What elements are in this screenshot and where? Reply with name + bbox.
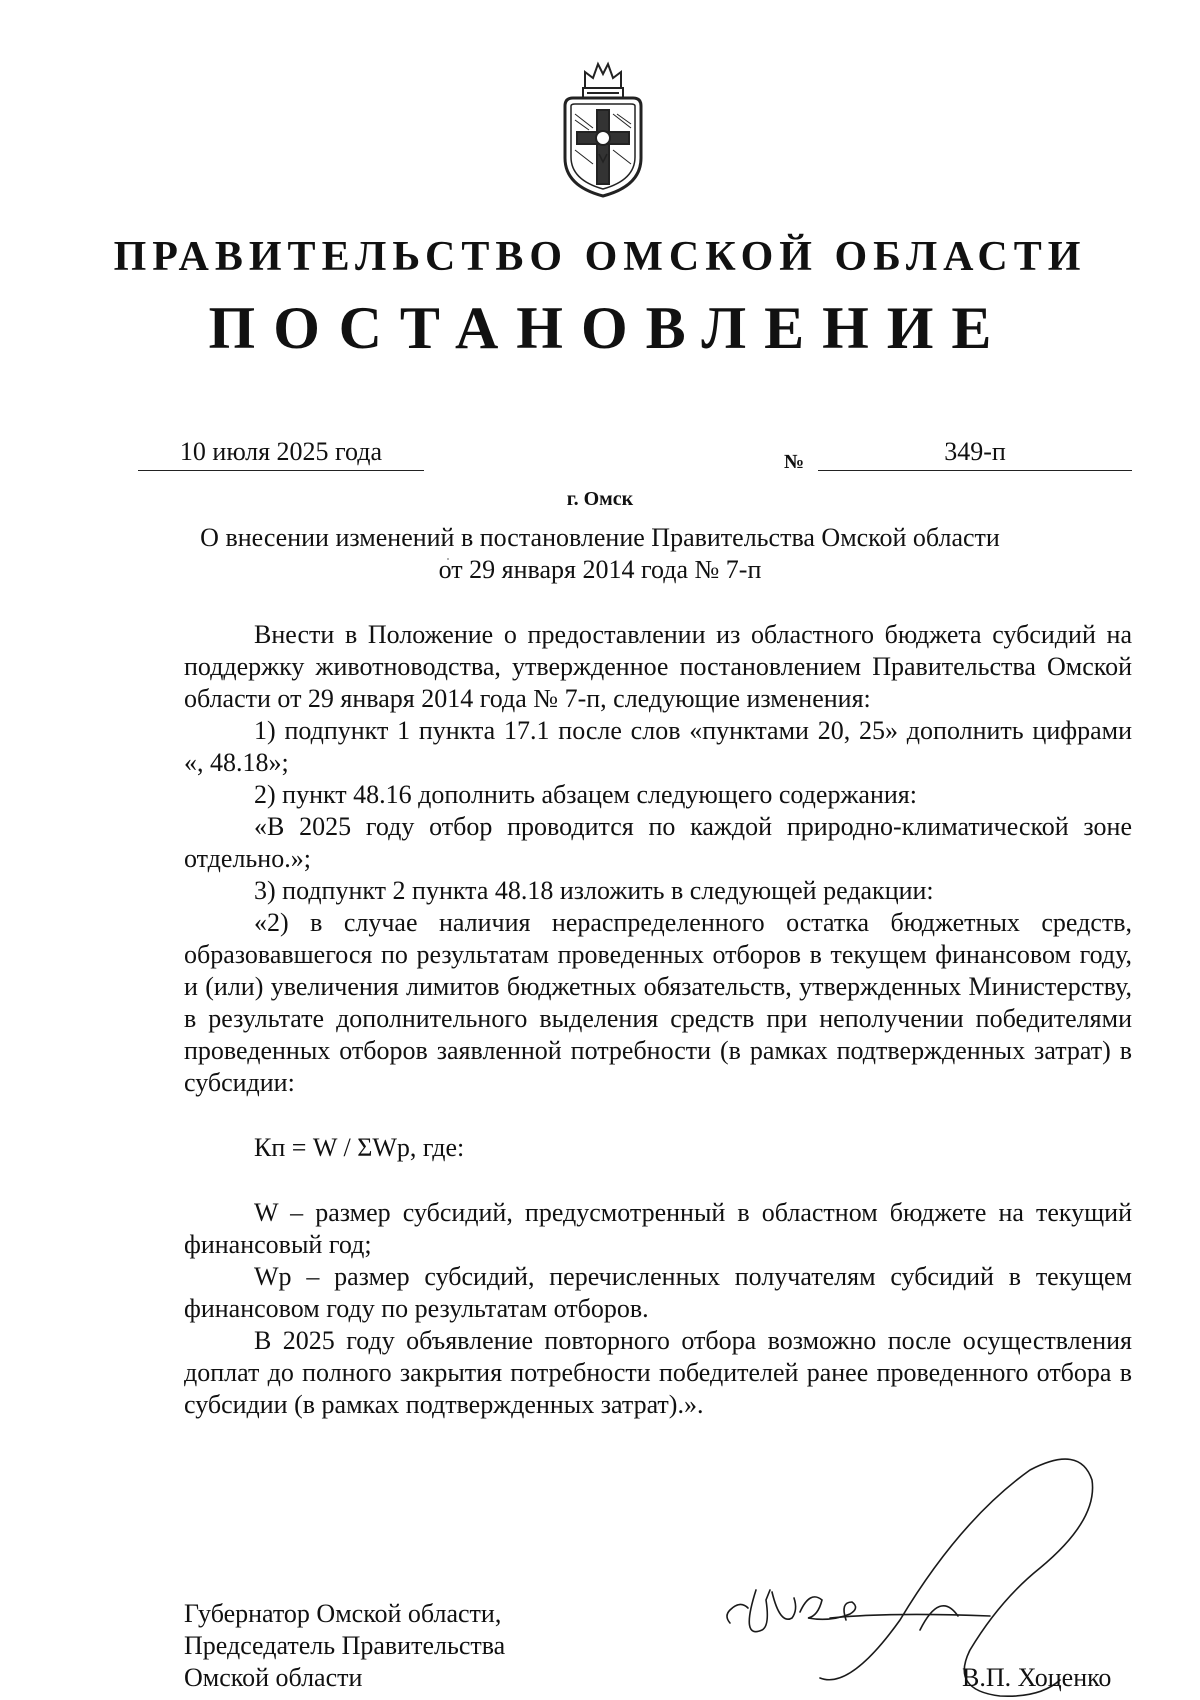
signer-title-line: Омской области [184,1663,363,1692]
document-city: г. Омск [566,488,634,510]
body-paragraph: 2) пункт 48.16 дополнить абзацем следующего содержания: [254,780,917,809]
body-paragraph: «2) в случае наличия нераспределенного остатка бюджетных средств, образовавшегося по результатам проведенных отборов в текущем финансовом году, и (или) увеличения лимитов бюджетных обязательств, утвержденных Министерству, в результате дополнительного выделения средств при неполучении победителями проведенных отборов заявленной потребности (в рамках подтвержденных затрат) в субсидии: [184,908,1132,1097]
subject-line-2: от 29 января 2014 года № 7-п [438,555,762,584]
signer-title-line: Губернатор Омской области, [184,1599,502,1628]
government-title: ПРАВИТЕЛЬСТВО ОМСКОЙ ОБЛАСТИ [113,234,1087,280]
number-label: № [784,451,805,473]
signer-title-line: Председатель Правительства [184,1631,506,1660]
body-paragraph: W – размер субсидий, предусмотренный в областном бюджете на текущий финансовый год; [184,1198,1132,1259]
body-paragraph: Внести в Положение о предоставлении из областного бюджета субсидий на поддержку животноводства, утвержденное постановлением Правительства Омской области от 29 января 2014 года № 7-п, следующие изменения: [184,620,1132,713]
document-date: 10 июля 2025 года [138,438,424,471]
body-paragraph: Wp – размер субсидий, перечисленных получателям субсидий в текущем финансовом году по результатам отборов. [184,1262,1132,1323]
document-type-title: ПОСТАНОВЛЕНИЕ [208,295,1010,361]
signer-name: В.П. Хоценко [962,1663,1112,1692]
body-paragraph: 1) подпункт 1 пункта 17.1 после слов «пунктами 20, 25» дополнить цифрами «, 48.18»; [184,716,1132,777]
formula: Кп = W / ΣWp, где: [254,1133,465,1162]
document-number: 349-п [818,438,1132,471]
body-paragraph: 3) подпункт 2 пункта 48.18 изложить в следующей редакции: [254,876,934,905]
subject-line-1: О внесении изменений в постановление Правительства Омской области [200,523,1000,552]
document-body [184,619,1132,1421]
body-paragraph: В 2025 году объявление повторного отбора возможно после осуществления доплат до полного закрытия потребности победителей ранее проведенного отбора в субсидии (в рамках подтвержденных затрат).». [184,1326,1132,1419]
document-subject [0,522,1200,586]
signer-title [184,1598,505,1694]
body-paragraph: «В 2025 году отбор проводится по каждой природно-климатической зоне отдельно.»; [184,812,1132,873]
coat-of-arms-icon [555,58,651,200]
handwritten-signature [700,1440,1140,1700]
